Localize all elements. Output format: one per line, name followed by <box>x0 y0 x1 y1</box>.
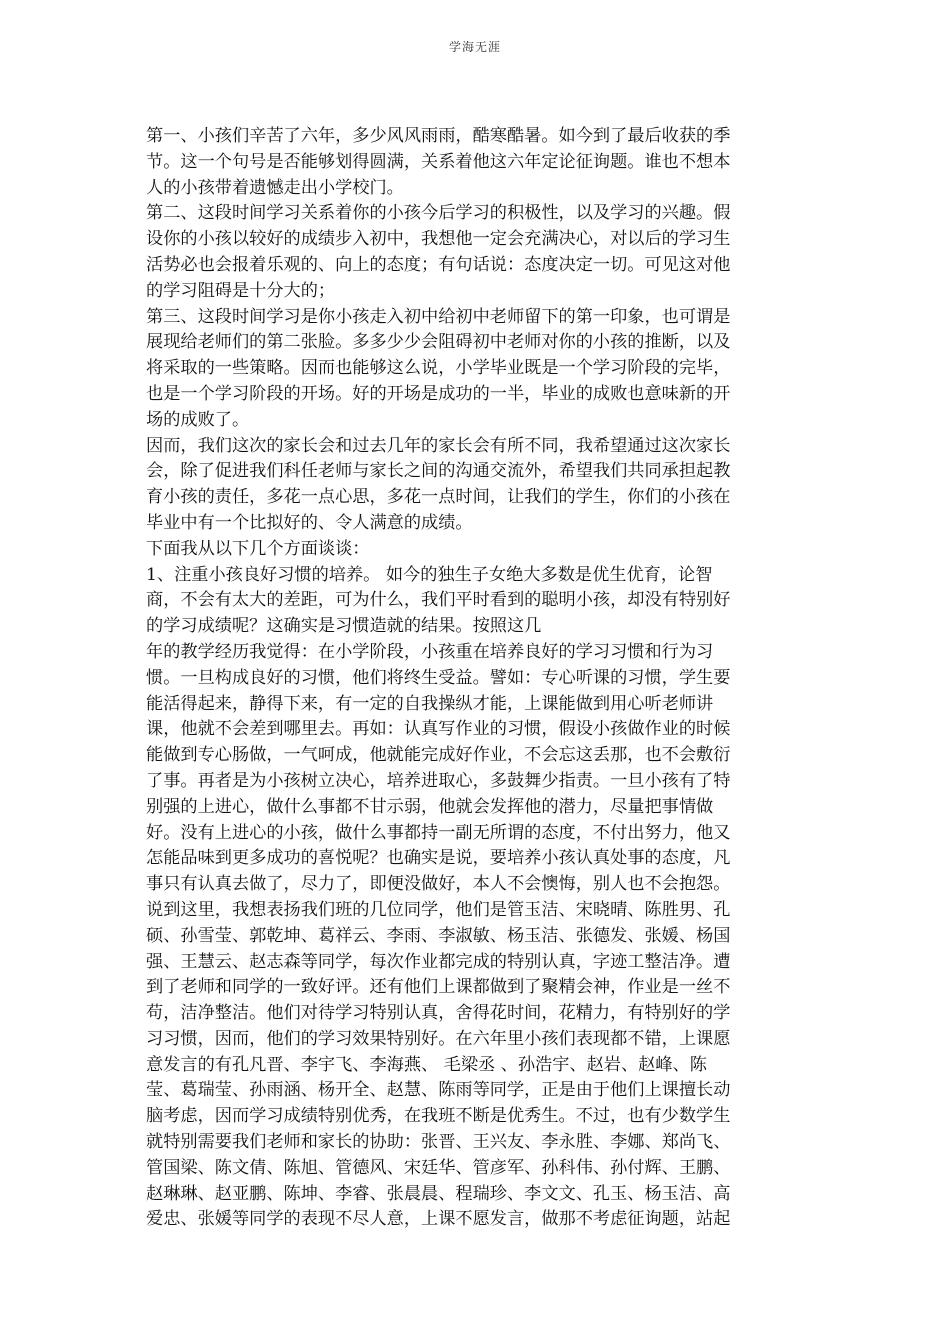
text-line: 了事。再者是为小孩树立决心，培养进取心，多鼓舞少指责。一旦小孩有了特 <box>146 770 731 791</box>
text-line: 活势必也会报着乐观的、向上的态度；有句话说：态度决定一切。可见这对他 <box>146 254 731 275</box>
text-line: 商，不会有太大的差距，可为什么，我们平时看到的聪明小孩，却没有特别好 <box>146 590 731 611</box>
text-line: 展现给老师们的第二张脸。多多少少会阻碍初中老师对你的小孩的推断，以及 <box>146 332 731 353</box>
text-line: 年的教学经历我觉得：在小学阶段，小孩重在培养良好的学习习惯和行为习 <box>146 641 714 662</box>
text-line: 脑考虑，因而学习成绩特别优秀，在我班不断是优秀生。不过，也有少数学生 <box>146 1106 731 1127</box>
text-line: 设你的小孩以较好的成绩步入初中，我想他一定会充满决心，对以后的学习生 <box>146 229 731 250</box>
text-line: 爱忠、张媛等同学的表现不尽人意，上课不愿发言，做那不考虑征询题，站起 <box>146 1209 731 1230</box>
text-line: 下面我从以下几个方面谈谈： <box>146 538 370 559</box>
text-line: 也是一个学习阶段的开场。好的开场是成功的一半，毕业的成败也意味新的开 <box>146 383 731 404</box>
text-line: 将采取的一些策略。因而也能够这么说，小学毕业既是一个学习阶段的完毕， <box>146 358 731 379</box>
text-line: 莹、葛瑞莹、孙雨涵、杨开全、赵慧、陈雨等同学，正是由于他们上课擅长动 <box>146 1080 731 1101</box>
text-line: 怎能品味到更多成功的喜悦呢？也确实是说，要培养小孩认真处事的态度，凡 <box>146 848 731 869</box>
text-line: 课，他就不会差到哪里去。再如：认真写作业的习惯，假设小孩做作业的时候 <box>146 719 731 740</box>
text-line: 育小孩的责任，多花一点心思，多花一点时间，让我们的学生，你们的小孩在 <box>146 487 731 508</box>
text-line: 毕业中有一个比拟好的、令人满意的成绩。 <box>146 512 473 533</box>
text-line: 别强的上进心，做什么事都不甘示弱，他就会发挥他的潜力，尽量把事情做 <box>146 796 714 817</box>
text-line: 说到这里，我想表扬我们班的几位同学，他们是管玉洁、宋晓晴、陈胜男、孔 <box>146 899 731 920</box>
text-line: 因而，我们这次的家长会和过去几年的家长会有所不同，我希望通过这次家长 <box>146 435 731 456</box>
text-line: 强、王慧云、赵志森等同学，每次作业都完成的特别认真，字迹工整洁净。遭 <box>146 951 731 972</box>
text-line: 节。这一个句号是否能够划得圆满，关系着他这六年定论征询题。谁也不想本 <box>146 151 731 172</box>
text-line: 能活得起来，静得下来，有一定的自我操纵才能，上课能做到用心听老师讲 <box>146 693 714 714</box>
header-text: 学海无涯 <box>448 40 501 54</box>
text-line: 的学习阻碍是十分大的； <box>146 280 336 301</box>
text-line: 人的小孩带着遗憾走出小学校门。 <box>146 177 404 198</box>
text-line: 的学习成绩呢？这确实是习惯造就的结果。按照这几 <box>146 616 542 637</box>
page-header <box>0 38 950 55</box>
text-line: 会，除了促进我们科任老师与家长之间的沟通交流外，希望我们共同承担起教 <box>146 461 731 482</box>
text-line: 到了老师和同学的一致好评。还有他们上课都做到了聚精会神，作业是一丝不 <box>146 977 731 998</box>
text-line: 意发言的有孔凡晋、李宇飞、李海燕、 毛梁丞 、孙浩宇、赵岩、赵峰、陈 <box>146 1054 707 1075</box>
text-line: 能做到专心肠做，一气呵成，他就能完成好作业，不会忘这丢那，也不会敷衍 <box>146 745 731 766</box>
text-line: 1、注重小孩良好习惯的培养。 如今的独生子女绝大多数是优生优育，论智 <box>146 564 713 585</box>
text-line: 惯。一旦构成良好的习惯，他们将终生受益。譬如：专心听课的习惯，学生要 <box>146 667 731 688</box>
text-line: 第一、小孩们辛苦了六年，多少风风雨雨，酷寒酷暑。如今到了最后收获的季 <box>146 126 731 146</box>
text-line: 场的成败了。 <box>146 409 250 430</box>
text-line: 习习惯，因而，他们的学习效果特别好。在六年里小孩们表现都不错，上课愿 <box>146 1028 731 1049</box>
text-line: 赵琳琳、赵亚鹏、陈坤、李睿、张晨晨、程瑞珍、李文文、孔玉、杨玉洁、高 <box>146 1183 731 1204</box>
text-line: 好。没有上进心的小孩，做什么事都持一副无所谓的态度，不付出努力，他又 <box>146 822 731 843</box>
text-line: 苟，洁净整洁。他们对待学习特别认真，舍得花时间，花精力，有特别好的学 <box>146 1003 731 1024</box>
text-line: 事只有认真去做了，尽力了，即便没做好，本人不会懊悔，别人也不会抱怨。 <box>146 874 731 895</box>
text-line: 管国梁、陈文倩、陈旭、管德风、宋廷华、管彦军、孙科伟、孙付辉、王鹏、 <box>146 1157 731 1178</box>
text-line: 硕、孙雪莹、郭乾坤、葛祥云、李雨、李淑敏、杨玉洁、张德发、张媛、杨国 <box>146 925 731 946</box>
text-line: 第二、这段时间学习关系着你的小孩今后学习的积极性，以及学习的兴趣。假 <box>146 203 731 224</box>
document-body <box>146 124 806 1233</box>
text-line: 第三、这段时间学习是你小孩走入初中给初中老师留下的第一印象，也可谓是 <box>146 306 731 327</box>
text-line: 就特别需要我们老师和家长的协助：张晋、王兴友、李永胜、李娜、郑尚飞、 <box>146 1132 731 1153</box>
